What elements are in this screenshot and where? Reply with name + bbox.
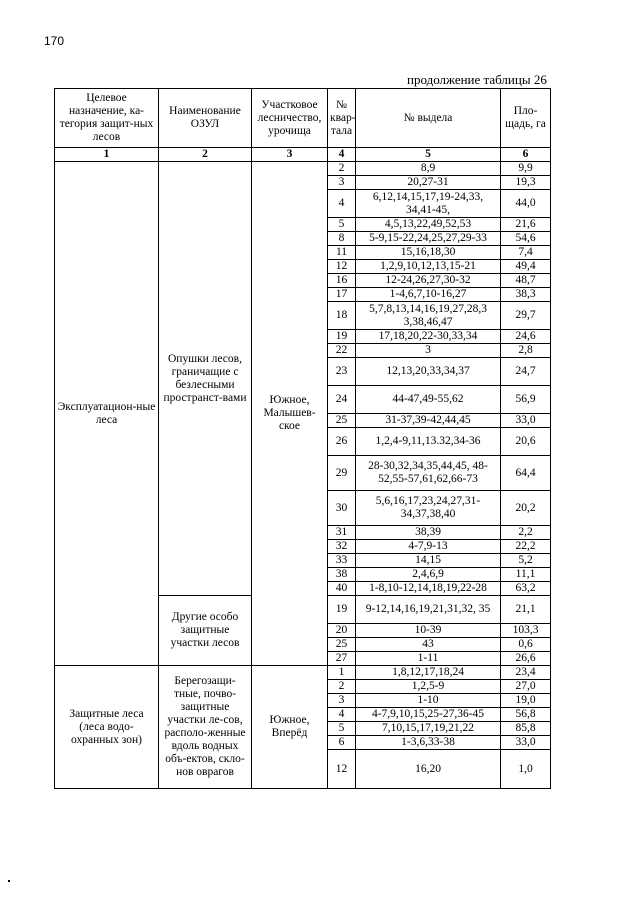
allotment-cell: 2,4,6,9 [356, 568, 501, 582]
area-cell: 29,7 [501, 302, 551, 330]
block-cell: 16 [328, 274, 356, 288]
area-cell: 85,8 [501, 722, 551, 736]
area-cell: 38,3 [501, 288, 551, 302]
area-cell: 21,6 [501, 218, 551, 232]
block-cell: 2 [328, 680, 356, 694]
block-cell: 31 [328, 526, 356, 540]
header-area: Пло-щадь, га [501, 89, 551, 148]
block-cell: 5 [328, 218, 356, 232]
allotment-cell: 9-12,14,16,19,21,31,32, 35 [356, 596, 501, 624]
area-cell: 103,3 [501, 624, 551, 638]
area-cell: 54,6 [501, 232, 551, 246]
allotment-cell: 16,20 [356, 750, 501, 789]
block-cell: 3 [328, 176, 356, 190]
block-cell: 18 [328, 302, 356, 330]
allotment-cell: 28-30,32,34,35,44,45, 48-52,55-57,61,62,66-73 [356, 456, 501, 491]
allotment-cell: 15,16,18,30 [356, 246, 501, 260]
allotment-cell: 20,27-31 [356, 176, 501, 190]
allotment-cell: 4-7,9-13 [356, 540, 501, 554]
table-row [55, 666, 551, 680]
block-cell: 30 [328, 491, 356, 526]
forestry-cell: Южное, Вперёд [252, 666, 328, 789]
table-row [55, 162, 551, 176]
area-cell: 48,7 [501, 274, 551, 288]
allotment-cell: 5-9,15-22,24,25,27,29-33 [356, 232, 501, 246]
area-cell: 1,0 [501, 750, 551, 789]
column-number: 1 [55, 148, 159, 162]
area-cell: 2,2 [501, 526, 551, 540]
allotment-cell: 12,13,20,33,34,37 [356, 358, 501, 386]
header-ozul: Наименование ОЗУЛ [159, 89, 252, 148]
area-cell: 26,6 [501, 652, 551, 666]
area-cell: 7,4 [501, 246, 551, 260]
area-cell: 9,9 [501, 162, 551, 176]
area-cell: 56,9 [501, 386, 551, 414]
area-cell: 2,8 [501, 344, 551, 358]
forestry-cell: Южное, Малышев-ское [252, 162, 328, 666]
block-cell: 40 [328, 582, 356, 596]
allotment-cell: 1,8,12,17,18,24 [356, 666, 501, 680]
area-cell: 44,0 [501, 190, 551, 218]
allotment-cell: 1,2,4-9,11,13.32,34-36 [356, 428, 501, 456]
area-cell: 20,6 [501, 428, 551, 456]
ozul-cell: Опушки лесов, граничащие с безлесными пространст-вами [159, 162, 252, 596]
area-cell: 63,2 [501, 582, 551, 596]
scan-dot [8, 880, 10, 882]
block-cell: 38 [328, 568, 356, 582]
table-continuation-label: продолжение таблицы 26 [407, 72, 547, 87]
allotment-cell: 38,39 [356, 526, 501, 540]
block-cell: 1 [328, 666, 356, 680]
block-cell: 24 [328, 386, 356, 414]
ozul-cell: Другие особо защитные участки лесов [159, 596, 252, 666]
block-cell: 22 [328, 344, 356, 358]
allotment-cell: 1-8,10-12,14,18,19,22-28 [356, 582, 501, 596]
area-cell: 33,0 [501, 736, 551, 750]
block-cell: 8 [328, 232, 356, 246]
purpose-cell: Эксплуатацион-ные леса [55, 162, 159, 666]
forest-areas-table [54, 88, 551, 789]
allotment-cell: 14,15 [356, 554, 501, 568]
area-cell: 19,0 [501, 694, 551, 708]
table-header-row [55, 89, 551, 148]
allotment-cell: 1,2,5-9 [356, 680, 501, 694]
block-cell: 19 [328, 596, 356, 624]
column-number: 3 [252, 148, 328, 162]
allotment-cell: 10-39 [356, 624, 501, 638]
page-number: 170 [44, 34, 65, 48]
area-cell: 33,0 [501, 414, 551, 428]
allotment-cell: 1-3,6,33-38 [356, 736, 501, 750]
block-cell: 4 [328, 190, 356, 218]
area-cell: 20,2 [501, 491, 551, 526]
allotment-cell: 12-24,26,27,30-32 [356, 274, 501, 288]
block-cell: 11 [328, 246, 356, 260]
block-cell: 32 [328, 540, 356, 554]
area-cell: 24,6 [501, 330, 551, 344]
allotment-cell: 31-37,39-42,44,45 [356, 414, 501, 428]
block-cell: 6 [328, 736, 356, 750]
area-cell: 27,0 [501, 680, 551, 694]
purpose-cell: Защитные леса (леса водо-охранных зон) [55, 666, 159, 789]
area-cell: 22,2 [501, 540, 551, 554]
header-purpose: Целевое назначение, ка-тегория защит-ных лесов [55, 89, 159, 148]
area-cell: 5,2 [501, 554, 551, 568]
block-cell: 3 [328, 694, 356, 708]
header-forestry: Участковое лесничество, урочища [252, 89, 328, 148]
area-cell: 11,1 [501, 568, 551, 582]
area-cell: 24,7 [501, 358, 551, 386]
allotment-cell: 1-10 [356, 694, 501, 708]
allotment-cell: 3 [356, 344, 501, 358]
block-cell: 5 [328, 722, 356, 736]
block-cell: 26 [328, 428, 356, 456]
allotment-cell: 6,12,14,15,17,19-24,33, 34,41-45, [356, 190, 501, 218]
area-cell: 64,4 [501, 456, 551, 491]
column-number: 4 [328, 148, 356, 162]
allotment-cell: 1,2,9,10,12,13,15-21 [356, 260, 501, 274]
block-cell: 25 [328, 638, 356, 652]
column-number: 2 [159, 148, 252, 162]
allotment-cell: 4-7,9,10,15,25-27,36-45 [356, 708, 501, 722]
block-cell: 12 [328, 750, 356, 789]
allotment-cell: 1-11 [356, 652, 501, 666]
header-block: № квар-тала [328, 89, 356, 148]
header-allotment: № выдела [356, 89, 501, 148]
block-cell: 33 [328, 554, 356, 568]
allotment-cell: 7,10,15,17,19,21,22 [356, 722, 501, 736]
allotment-cell: 17,18,20,22-30,33,34 [356, 330, 501, 344]
allotment-cell: 44-47,49-55,62 [356, 386, 501, 414]
allotment-cell: 5,7,8,13,14,16,19,27,28,3 3,38,46,47 [356, 302, 501, 330]
block-cell: 25 [328, 414, 356, 428]
allotment-cell: 5,6,16,17,23,24,27,31-34,37,38,40 [356, 491, 501, 526]
area-cell: 21,1 [501, 596, 551, 624]
allotment-cell: 43 [356, 638, 501, 652]
column-number: 6 [501, 148, 551, 162]
column-number-row [55, 148, 551, 162]
allotment-cell: 4,5,13,22,49,52,53 [356, 218, 501, 232]
block-cell: 17 [328, 288, 356, 302]
area-cell: 19,3 [501, 176, 551, 190]
block-cell: 19 [328, 330, 356, 344]
area-cell: 56,8 [501, 708, 551, 722]
block-cell: 23 [328, 358, 356, 386]
block-cell: 12 [328, 260, 356, 274]
area-cell: 23,4 [501, 666, 551, 680]
block-cell: 27 [328, 652, 356, 666]
block-cell: 20 [328, 624, 356, 638]
column-number: 5 [356, 148, 501, 162]
area-cell: 0,6 [501, 638, 551, 652]
area-cell: 49,4 [501, 260, 551, 274]
block-cell: 29 [328, 456, 356, 491]
block-cell: 2 [328, 162, 356, 176]
ozul-cell: Берегозащи-тные, почво-защитные участки ле-сов, располо-женные вдоль водных объ-ектов, скло-нов оврагов [159, 666, 252, 789]
block-cell: 4 [328, 708, 356, 722]
allotment-cell: 8,9 [356, 162, 501, 176]
allotment-cell: 1-4,6,7,10-16,27 [356, 288, 501, 302]
